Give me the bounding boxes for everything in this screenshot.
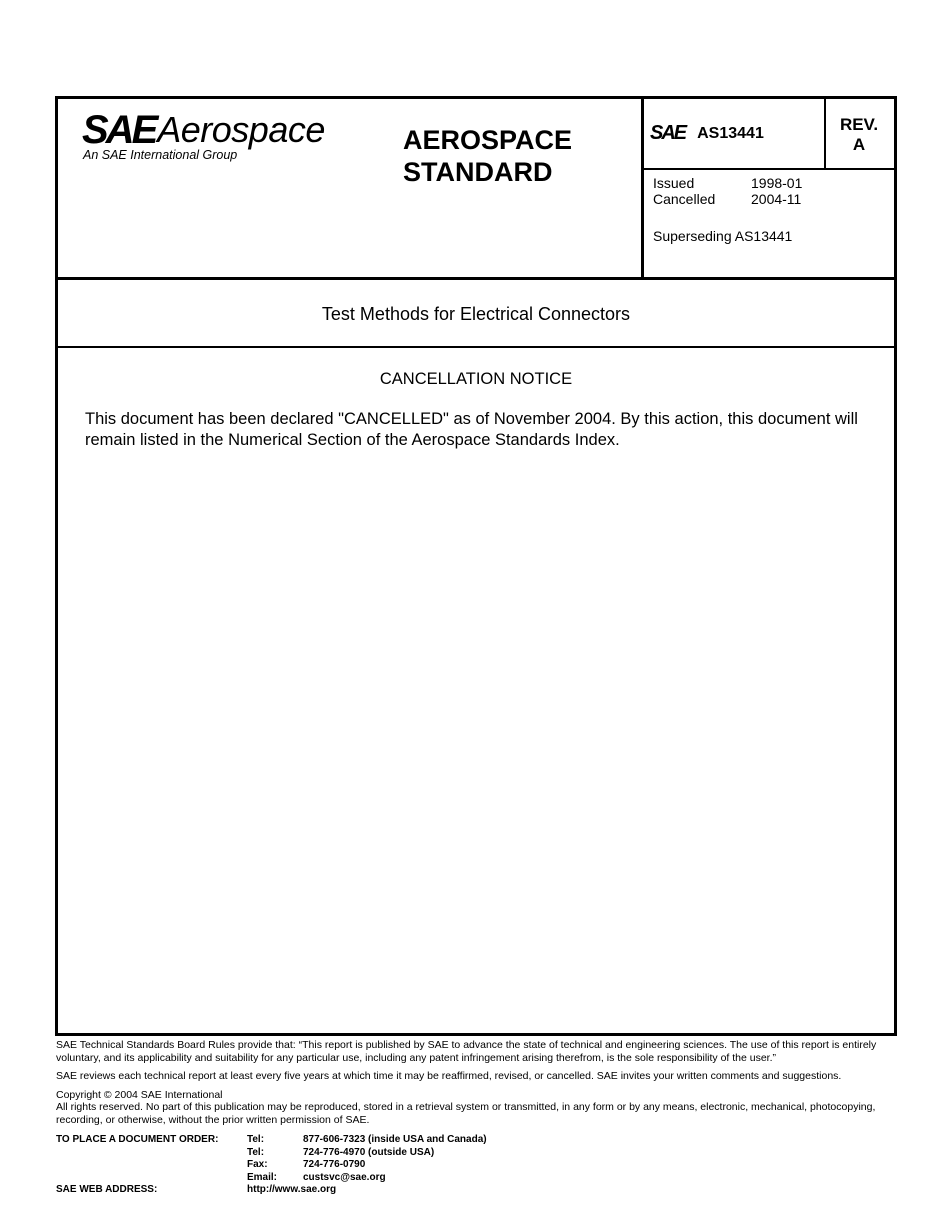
contact-label: Fax: [247,1159,268,1170]
date-row [653,191,802,207]
review-text: SAE reviews each technical report at least every five years at which time it may be reaffirmed, revised, or cancelled. SAE invites your written comments and suggestions. [56,1070,842,1082]
web-label: SAE WEB ADDRESS: [56,1184,158,1195]
document-title: Test Methods for Electrical Connectors [321,304,631,324]
contact-label: Email: [247,1171,278,1183]
contact-value: 724-776-0790 [303,1159,366,1170]
logo-word: Aerospace [157,109,325,150]
header-divider [55,277,897,280]
document-number: AS13441 [697,124,764,142]
order-label: TO PLACE A DOCUMENT ORDER: [56,1134,219,1145]
standard-type [403,124,572,188]
notice-body: This document has been declared "CANCELLED" as of November 2004. By this action, this document will remain listed in the Numerical Section of the Aerospace Standards Index. [85,410,858,449]
date-list [653,175,802,207]
standard-type-line-1: AEROSPACE [403,125,573,155]
contact-label: Tel: [247,1134,265,1145]
superseding-note: Superseding AS13441 [653,228,793,244]
date-label: Issued [653,175,695,191]
standard-type-line-2: STANDARD [403,157,553,187]
date-value: 2004-11 [751,191,802,207]
contact-value: 877-606-7323 (inside USA and Canada) [303,1134,487,1145]
title-divider [55,346,897,348]
revision-label: REV. [839,115,879,134]
revision-block [826,115,892,155]
date-row [653,175,802,191]
rev-box-bottom [641,168,897,170]
order-info [56,1134,487,1197]
logo-mark: SAE [82,108,156,152]
web-address-link[interactable]: http://www.sae.org [247,1184,337,1195]
header-column-divider [641,96,644,280]
revision-value: A [852,135,866,154]
date-value: 1998-01 [751,175,803,191]
notice-heading: CANCELLATION NOTICE [379,370,573,388]
logo-tagline: An SAE International Group [83,148,238,162]
sae-small-logo: SAE [650,122,686,144]
sae-aerospace-logo [82,108,325,162]
contact-label: Tel: [247,1146,265,1158]
rights-text: All rights reserved. No part of this publication may be reproduced, stored in a retrieval system or transmitted, in any form or by any means, electronic, mechanical, photocopying, recording, or otherwise, without the prior written permission of SAE. [56,1101,876,1126]
contact-email[interactable]: custsvc@sae.org [303,1171,386,1183]
date-label: Cancelled [653,191,716,207]
document-number-block [650,122,764,145]
copyright-text: Copyright © 2004 SAE International [56,1089,223,1101]
contact-value: 724-776-4970 (outside USA) [303,1146,435,1158]
board-rules-text: SAE Technical Standards Board Rules provide that: “This report is published by SAE to advance the state of technical and engineering sciences. The use of this report is entirely voluntary, and its applicability and suitability for any particular use, including any patent infringement arising therefrom, is the sole responsibility of the user.” [56,1039,877,1064]
